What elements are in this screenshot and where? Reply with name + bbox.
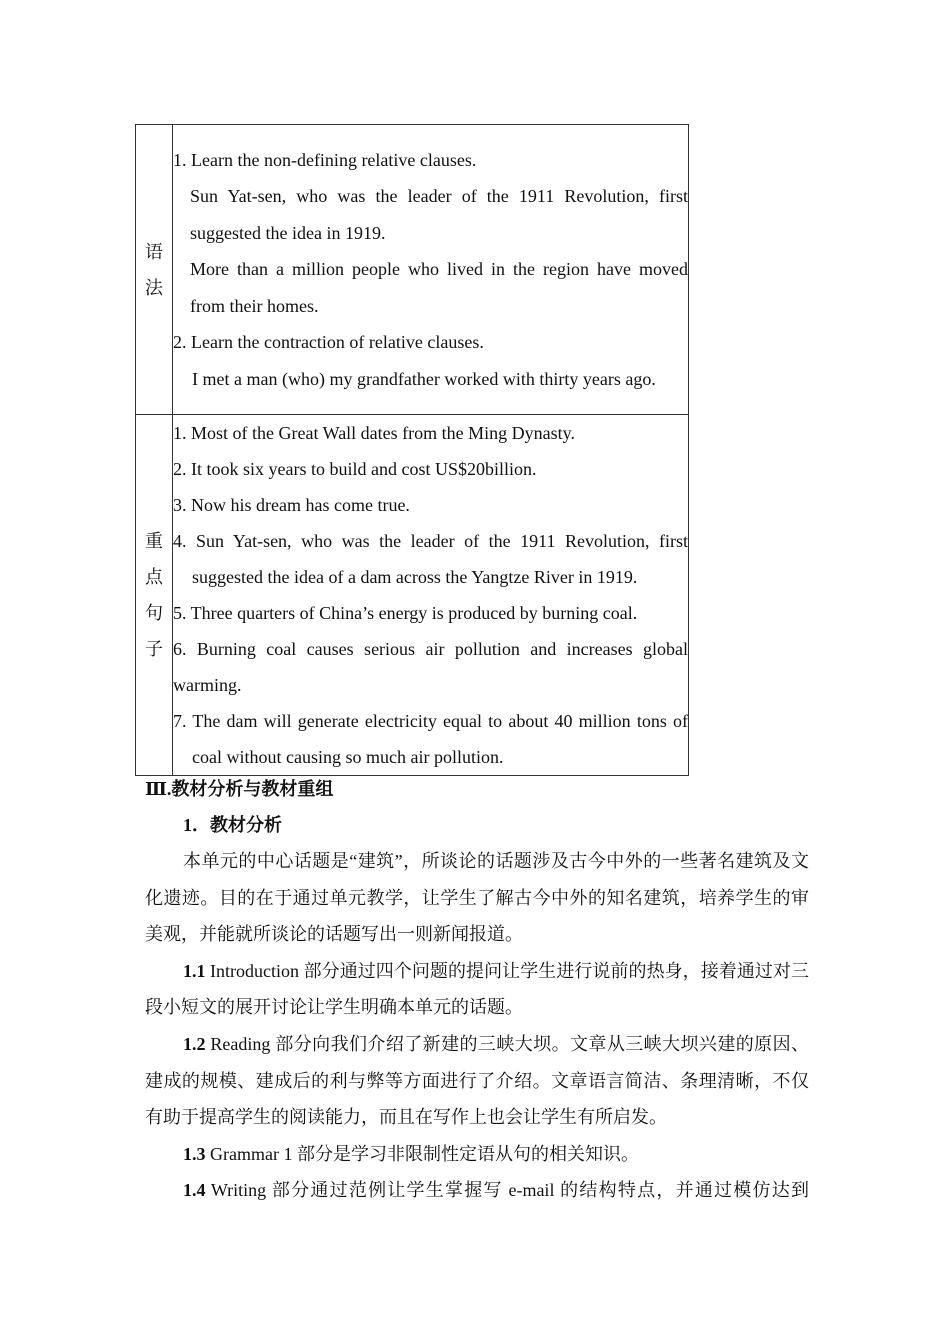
row-label-cell: [136, 125, 173, 415]
row-label-grammar: 语法: [144, 241, 163, 298]
item-text: Reading 部分向我们介绍了新建的三峡大坝。文章从三峡大坝兴建的原因、建成的规模、建成后的利与弊等方面进行了介绍。文章语言简洁、条理清晰，不仅有助于提高学生的阅读能力，而且在写作上也会让学生有所启发。: [145, 1033, 809, 1128]
grammar-example: More than a million people who lived in the region have moved from their homes.: [190, 259, 688, 316]
analysis-item: [145, 1026, 809, 1136]
analysis-item: [145, 953, 809, 1026]
analysis-item: [145, 1172, 809, 1209]
grammar-point-2: 2. Learn the contraction of relative clauses.: [173, 332, 484, 353]
row-label-key-sentences: 重点句子: [144, 531, 163, 659]
section-subheading: 1．教材分析: [183, 815, 282, 835]
textbook-analysis-section: [145, 772, 809, 1209]
item-number: 1.2: [183, 1033, 206, 1054]
key-sentence: 2. It took six years to build and cost US$20billion.: [173, 459, 537, 479]
item-text: Introduction 部分通过四个问题的提问让学生进行说前的热身，接着通过对三段小短文的展开讨论让学生明确本单元的话题。: [145, 960, 809, 1018]
key-sentences-content: [173, 415, 689, 776]
key-sentence: 5. Three quarters of China’s energy is produced by burning coal.: [173, 603, 638, 623]
item-text: Grammar 1 部分是学习非限制性定语从句的相关知识。: [205, 1143, 639, 1164]
intro-paragraph: 本单元的中心话题是“建筑”，所谈论的话题涉及古今中外的一些著名建筑及文化遗迹。目的在于通过单元教学，让学生了解古今中外的知名建筑，培养学生的审美观，并能就所谈论的话题写出一则新闻报道。: [145, 851, 809, 945]
item-number: 1.4: [183, 1180, 206, 1201]
key-sentence: 4. Sun Yat-sen, who was the leader of the 1911 Revolution, first suggested the idea of a dam across the Yangtze River in 1919.: [173, 531, 688, 587]
grammar-example: Sun Yat-sen, who was the leader of the 1911 Revolution, first suggested the idea in 1919.: [190, 186, 688, 243]
table-row-key-sentences: [136, 415, 689, 776]
row-label-cell: [136, 415, 173, 776]
analysis-item: [145, 1136, 809, 1173]
item-number: 1.3: [183, 1143, 206, 1164]
key-sentence: 1. Most of the Great Wall dates from the Ming Dynasty.: [173, 423, 575, 443]
key-sentence: 3. Now his dream has come true.: [173, 495, 410, 515]
section-heading: Ⅲ.教材分析与教材重组: [145, 779, 334, 799]
item-text: Writing 部分通过范例让学生掌握写 e-mail 的结构特点，并通过模仿达到: [205, 1180, 809, 1201]
grammar-example: I met a man (who) my grandfather worked with thirty years ago.: [192, 368, 656, 389]
grammar-content: [173, 125, 689, 415]
key-sentence: 7. The dam will generate electricity equal to about 40 million tons of coal without causing so much air pollution.: [173, 711, 688, 767]
grammar-point-1: 1. Learn the non-defining relative clauses.: [173, 149, 477, 170]
table-row-grammar: [136, 125, 689, 415]
lesson-table: [135, 124, 689, 776]
key-sentence: 6. Burning coal causes serious air pollution and increases global warming.: [173, 639, 688, 695]
item-number: 1.1: [183, 960, 206, 981]
